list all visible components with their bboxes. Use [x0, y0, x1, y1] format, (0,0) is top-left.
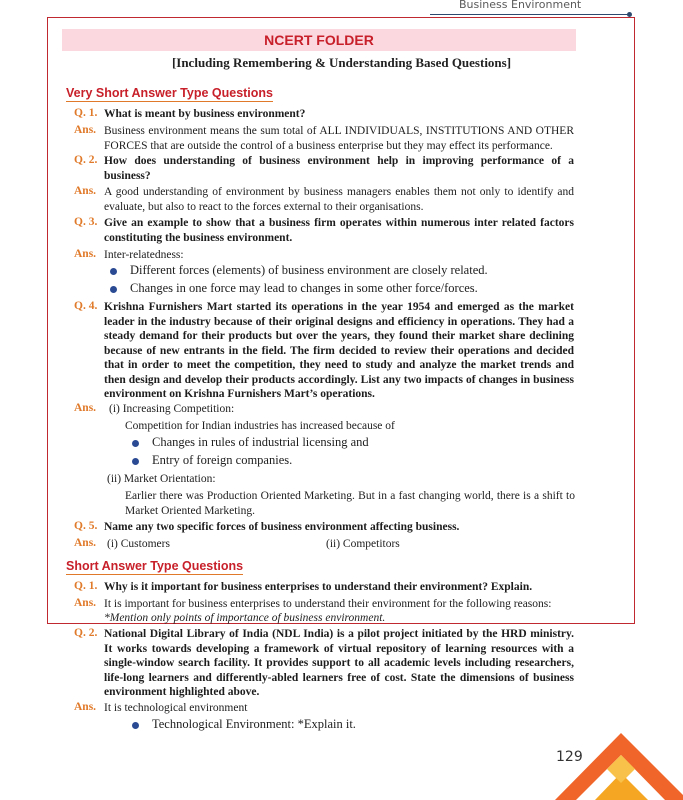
section-heading-very-short: Very Short Answer Type Questions: [66, 86, 274, 100]
question-text: National Digital Library of India (NDL India) is a pilot project initiated by the HRD ministry. It works towards developing a framework of virtual repository of learning resources with a single-window search facility. It provides support to all academic levels including researchers, life-long learners and differently-abled learners free of cost. State the dimensions of business environment highlighted above.: [104, 628, 574, 698]
question-label: Q. 1.: [74, 580, 98, 592]
answer-label: Ans.: [74, 701, 97, 713]
question-text: How does understanding of business environment help in improving performance of a business?: [104, 155, 574, 182]
header-rule: [430, 14, 630, 15]
list-item: Different forces (elements) of business environment are closely related.: [130, 263, 488, 278]
question-label: Q. 3.: [74, 216, 98, 228]
answer-label: Ans.: [74, 248, 97, 260]
question-label: Q. 1.: [74, 107, 98, 119]
section-heading-short: Short Answer Type Questions: [66, 559, 244, 573]
list-item: Changes in rules of industrial licensing and: [152, 435, 369, 450]
question-text: Krishna Furnishers Mart started its operations in the year 1954 and emerged as the market leader in the industry because of their original designs and efficiency in operations. They had a steady demand for their products but over the years, they found their market share declining because of new entrants in the field. The firm decided to review their operations and decided that in order to meet the competition, they need to study and analyze the market trends and then design and develop their products accordingly. List any two impacts of changes in business environment on Krishna Furnishers Mart’s operations.: [104, 301, 574, 400]
answer-text: Business environment means the sum total of ALL INDIVIDUALS, INSTITUTIONS AND OTHER FORCES that are outside the control of a business enterprise but they may effect its performance.: [104, 125, 574, 152]
answer-text: It is important for business enterprises to understand their environment for the following reasons:: [104, 598, 552, 610]
answer-subhead: (i) Increasing Competition:: [109, 403, 235, 415]
answer-text: A good understanding of environment by business managers enables them not only to identify and evaluate, but also to react to the forces external to their organisations.: [104, 186, 574, 213]
question-text: Give an example to show that a business firm operates within numerous inter related factors constituting the business environment.: [104, 217, 574, 244]
answer-text: (ii) Competitors: [326, 538, 400, 550]
answer-label: Ans.: [74, 402, 97, 414]
answer-text: Earlier there was Production Oriented Marketing. But in a fast changing world, there is a shift to Market Oriented Marketing.: [125, 490, 575, 517]
answer-subhead: (ii) Market Orientation:: [107, 473, 216, 485]
decorative-chevron-icon: [555, 733, 683, 800]
answer-note: *Mention only points of importance of business environment.: [104, 612, 386, 624]
folder-subtitle: [Including Remembering & Understanding Based Questions]: [171, 55, 512, 70]
running-head: Business Environment: [459, 0, 582, 11]
answer-text: (i) Customers: [107, 538, 170, 550]
answer-text: It is technological environment: [104, 702, 248, 714]
list-item: Technological Environment: *Explain it.: [152, 717, 356, 732]
question-label: Q. 2.: [74, 627, 98, 639]
question-text: What is meant by business environment?: [104, 108, 306, 120]
folder-title: NCERT FOLDER: [62, 29, 576, 51]
list-item: Changes in one force may lead to changes in some other force/forces.: [130, 281, 478, 296]
question-text: Why is it important for business enterprises to understand their environment? Explain.: [104, 581, 533, 593]
answer-label: Ans.: [74, 537, 97, 549]
question-label: Q. 4.: [74, 300, 98, 312]
answer-text: Competition for Indian industries has increased because of: [125, 420, 395, 432]
answer-text: Inter-relatedness:: [104, 249, 184, 261]
list-item: Entry of foreign companies.: [152, 453, 292, 468]
bullet-dot: [132, 458, 139, 465]
question-label: Q. 5.: [74, 520, 98, 532]
answer-label: Ans.: [74, 124, 97, 136]
page-number: 129: [556, 749, 583, 765]
answer-label: Ans.: [74, 597, 97, 609]
answer-label: Ans.: [74, 185, 97, 197]
question-text: Name any two specific forces of business environment affecting business.: [104, 521, 460, 533]
bullet-dot: [132, 440, 139, 447]
question-label: Q. 2.: [74, 154, 98, 166]
bullet-dot: [110, 268, 117, 275]
bullet-dot: [132, 722, 139, 729]
bullet-dot: [110, 286, 117, 293]
